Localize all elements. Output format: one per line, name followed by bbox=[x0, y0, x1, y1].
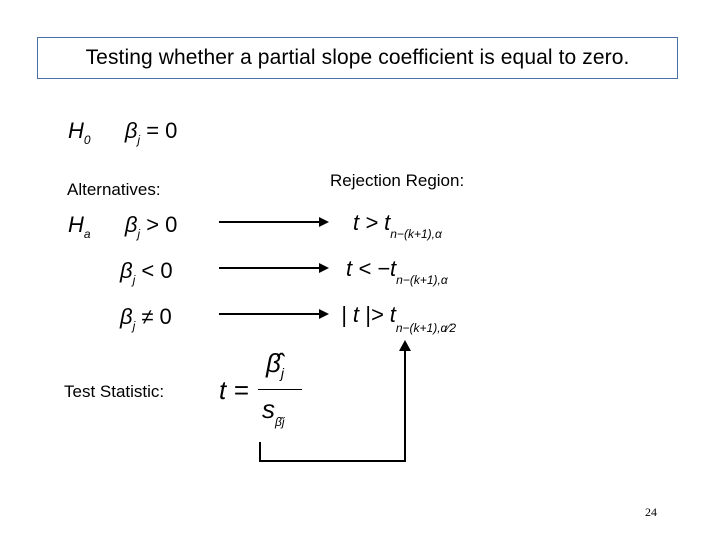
alt-param: β bbox=[120, 258, 133, 283]
alt-param: β bbox=[124, 212, 138, 237]
rejection-sub: n−(k+1),α⁄2 bbox=[395, 321, 457, 335]
rejection-sub: n−(k+1),α bbox=[390, 227, 442, 241]
h0-symbol: H bbox=[68, 118, 84, 143]
slide-title: Testing whether a partial slope coefficient is equal to zero. bbox=[37, 37, 678, 79]
ha-symbol: H bbox=[68, 212, 84, 237]
alt-param: β bbox=[120, 304, 133, 329]
rejection-lhs: | t |> t bbox=[341, 302, 396, 327]
alt-relation: ≠ 0 bbox=[141, 304, 172, 329]
h0-param-sub: j bbox=[137, 133, 141, 147]
alt-param-sub: j bbox=[132, 273, 136, 287]
test-statistic-label: Test Statistic: bbox=[64, 382, 165, 401]
rejection-lhs: t > t bbox=[353, 210, 391, 235]
alt-param-sub: j bbox=[132, 319, 136, 333]
denominator-s: s bbox=[262, 394, 275, 424]
rejection-region-label: Rejection Region: bbox=[330, 171, 465, 190]
connector-line bbox=[260, 350, 405, 461]
denominator-sub: β̂j bbox=[275, 415, 285, 429]
ha-subscript: a bbox=[83, 227, 91, 241]
h0-param: β bbox=[124, 118, 138, 143]
alt-param-sub: j bbox=[137, 227, 141, 241]
rejection-sub: n−(k+1),α bbox=[396, 273, 448, 287]
h0-relation: = 0 bbox=[146, 118, 178, 143]
numerator-sub: j bbox=[280, 365, 284, 381]
alt-relation: < 0 bbox=[141, 258, 173, 283]
page-number: 24 bbox=[645, 505, 657, 519]
numerator-beta-hat: β̂ bbox=[266, 348, 281, 378]
alt-relation: > 0 bbox=[146, 212, 178, 237]
alternatives-label: Alternatives: bbox=[67, 180, 161, 199]
test-statistic-lhs: t = bbox=[219, 375, 249, 405]
rejection-lhs: t < −t bbox=[346, 256, 397, 281]
h0-subscript: 0 bbox=[83, 133, 91, 147]
arrow-up-head bbox=[399, 340, 411, 351]
